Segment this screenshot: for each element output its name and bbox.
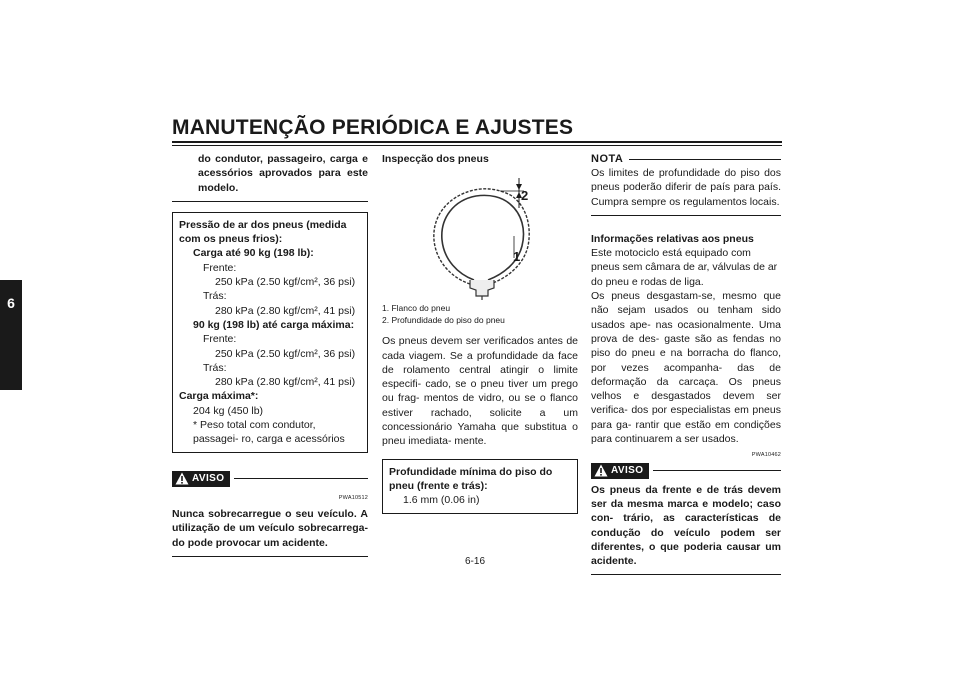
load2-rear-label: Trás: <box>203 361 227 374</box>
tread-depth-heading: Profundidade mínima do piso do pneu (frente e trás): <box>389 465 553 492</box>
nota-rule <box>629 159 781 160</box>
max-load-value: 204 kg (450 lb) <box>193 404 264 417</box>
header-rule-thick <box>172 141 782 143</box>
load1-label: Carga até 90 kg (198 lb): <box>193 247 314 260</box>
warning-header <box>172 471 368 487</box>
nota-label: NOTA <box>591 152 624 165</box>
divider <box>172 201 368 202</box>
tread-depth-box <box>382 459 578 514</box>
page-number: 6-16 <box>465 556 486 567</box>
warning-text: Nunca sobrecarregue o seu veículo. A utilização de um veículo sobrecarrega- do pode provocar um acidente. <box>172 507 368 549</box>
warning-end-rule <box>172 556 368 557</box>
header-rule-thin <box>172 145 782 146</box>
load2-front-value: 250 kPa (2.50 kgf/cm², 36 psi) <box>215 347 356 360</box>
figure-label-1: 1 <box>513 249 521 265</box>
figure-label-2: 2 <box>521 188 529 204</box>
info-heading: Informações relativas aos pneus <box>591 232 754 245</box>
warning-triangle-icon <box>175 472 189 485</box>
load2-front-label: Frente: <box>203 333 237 346</box>
chapter-number: 6 <box>7 295 15 311</box>
warning-rule <box>234 478 368 479</box>
warning-code: PWA10462 <box>751 452 781 459</box>
tire-cross-section-icon <box>382 166 578 302</box>
nota-header <box>591 152 781 166</box>
warning-badge <box>172 471 230 487</box>
warning-label: AVISO <box>611 464 644 476</box>
warning-label: AVISO <box>192 472 225 484</box>
warning-badge <box>591 463 649 479</box>
pressure-heading: Pressão de ar dos pneus (medida com os pneus frios): <box>179 218 347 246</box>
nota-text: Os limites de profundidade do piso dos pneus poderão diferir de país para país. Cumpra sempre os regulamentos locais. <box>591 167 781 208</box>
warning-text: Os pneus da frente e de trás devem ser da mesma marca e modelo; caso con- trário, as características de condução do veículo podem ser diferentes, o que poderia causar um acidente. <box>591 483 781 568</box>
tire-pressure-box <box>172 212 368 453</box>
load1-front-label: Frente: <box>203 261 237 274</box>
column-1 <box>172 152 368 557</box>
column-2 <box>382 152 578 514</box>
load2-label: 90 kg (198 lb) até carga máxima: <box>193 318 355 331</box>
warning-header <box>591 463 781 479</box>
column-3 <box>591 152 781 575</box>
caption-1: 1. Flanco do pneu <box>382 303 451 314</box>
load1-rear-label: Trás: <box>203 290 227 303</box>
caption-2: 2. Profundidade do piso do pneu <box>382 315 505 326</box>
warning-end-rule <box>591 574 781 575</box>
inspection-body: Os pneus devem ser verificados antes de cada viagem. Se a profundidade da face de rolamento central atingir o limite especifi- cado, se o pneu tiver um prego ou frag- mentos de vidro, ou se o flanco estiver rachado, solicite a um concessionário Yamaha que substitua o pneu imediata- mente. <box>382 335 578 448</box>
warning-rule <box>653 470 781 471</box>
load1-front-value: 250 kPa (2.50 kgf/cm², 36 psi) <box>215 276 356 289</box>
info-text-1: Este motociclo está equipado com pneus sem câmara de ar, válvulas de ar do pneu e rodas de liga. <box>591 247 778 288</box>
warning-code: PWA10512 <box>338 494 368 501</box>
page-title: MANUTENÇÃO PERIÓDICA E AJUSTES <box>172 116 574 139</box>
info-text-2: Os pneus desgastam-se, mesmo que não sejam usados ou tenham sido usados ape- nas ocasionalmente. Uma prova de des- gaste são as fendas no piso do pneu e na borracha do flanco, por vezes acompanha- das de deformação da carcaça. Os pneus velhos e desgastados devem ser verifica- dos por especialistas em pneus para ga- rantir que estão em condições para continuarem a ser usados. <box>591 290 781 446</box>
max-load-footnote: * Peso total com condutor, passagei- ro, carga e acessórios <box>193 419 345 446</box>
load1-rear-value: 280 kPa (2.80 kgf/cm², 41 psi) <box>215 304 356 317</box>
inspection-heading: Inspecção dos pneus <box>382 153 489 165</box>
nota-end-rule <box>591 215 781 216</box>
load2-rear-value: 280 kPa (2.80 kgf/cm², 41 psi) <box>215 376 356 389</box>
max-load-label: Carga máxima*: <box>179 390 259 403</box>
warning-triangle-icon <box>594 464 608 477</box>
tread-depth-value: 1.6 mm (0.06 in) <box>403 494 480 507</box>
continued-text: do condutor, passageiro, carga e acessórios aprovados para este modelo. <box>198 153 368 194</box>
tire-figure <box>382 166 578 302</box>
